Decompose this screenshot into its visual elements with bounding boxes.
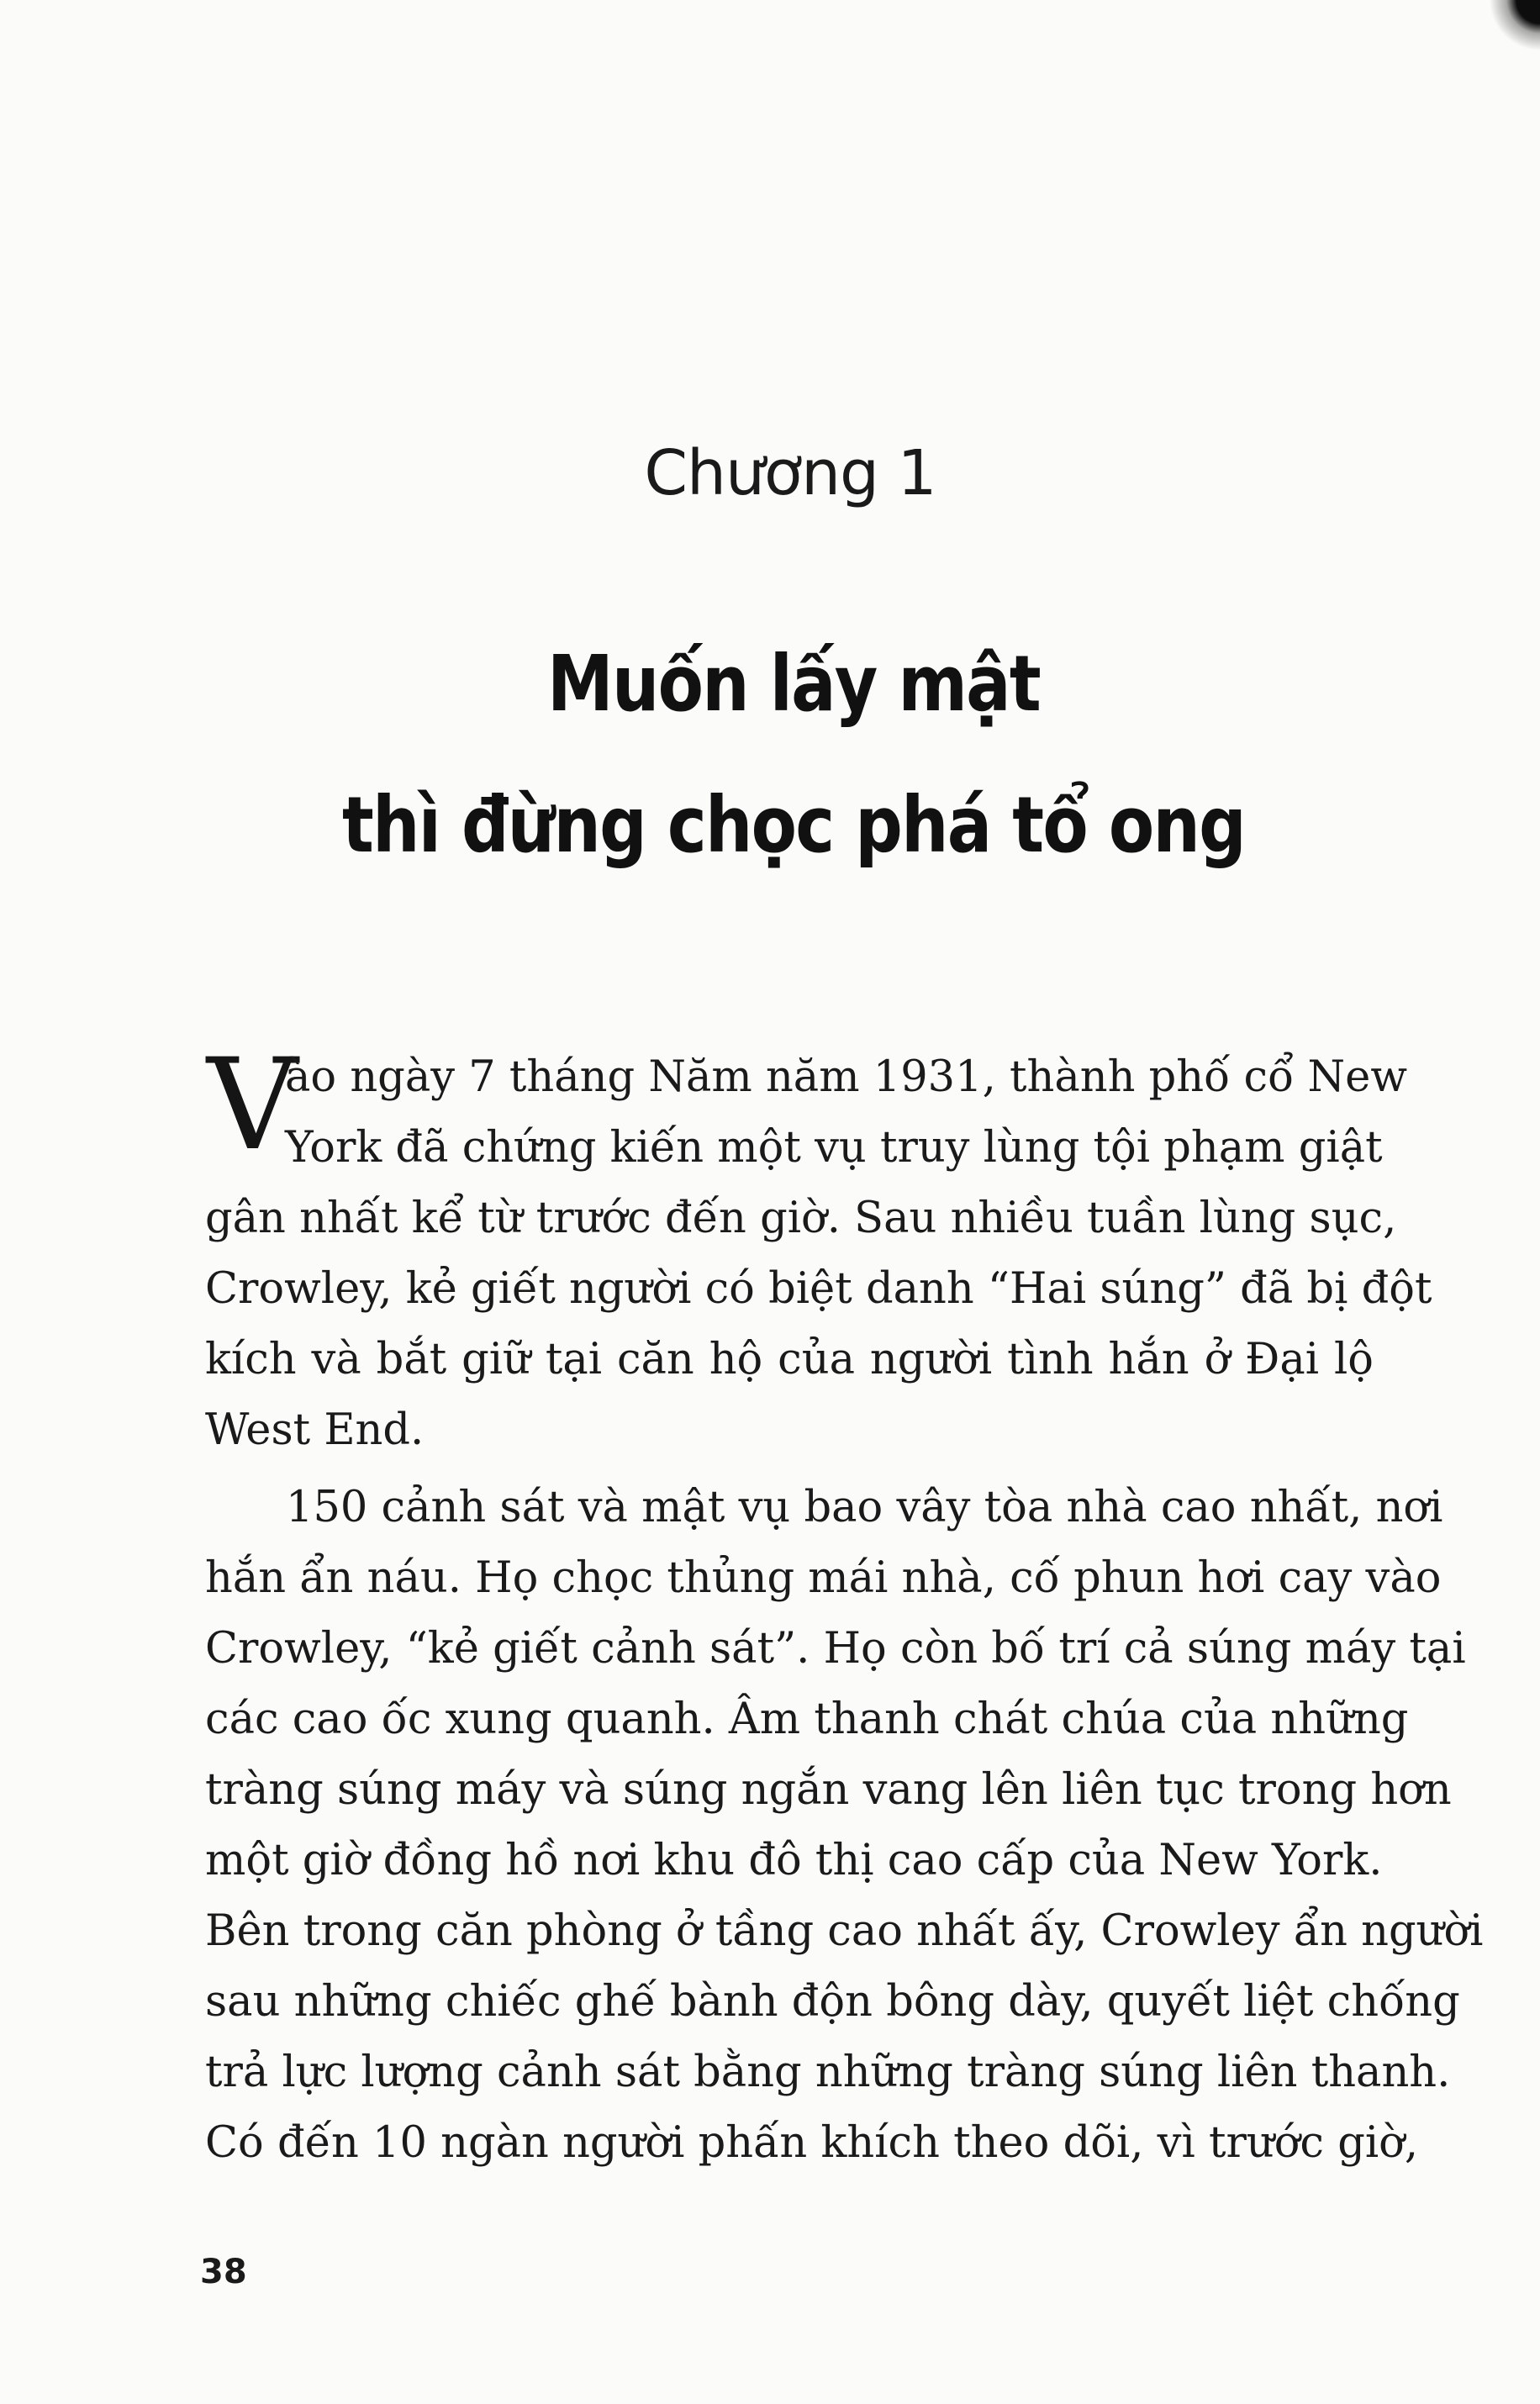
text-line: Crowley, “kẻ giết cảnh sát”. Họ còn bố trí cả súng máy tại <box>205 1624 1466 1674</box>
paragraph-2 <box>205 1473 1484 2179</box>
body-text <box>205 1032 1484 2179</box>
chapter-title <box>111 614 1476 896</box>
text-line: West End. <box>205 1405 425 1455</box>
text-line: York đã chứng kiến một vụ truy lùng tội phạm giật <box>285 1123 1383 1173</box>
chapter-title-line: thì đừng chọc phá tổ ong <box>342 780 1245 870</box>
drop-cap: V <box>207 1032 298 1178</box>
text-line: ào ngày 7 tháng Năm năm 1931, thành phố cổ New <box>285 1052 1407 1102</box>
text-line: tràng súng máy và súng ngắn vang lên liên tục trong hơn <box>205 1765 1452 1815</box>
text-line: trả lực lượng cảnh sát bằng những tràng súng liên thanh. <box>205 2048 1451 2097</box>
text-line: 150 cảnh sát và mật vụ bao vây tòa nhà cao nhất, nơi <box>286 1483 1443 1532</box>
page-corner-shadow <box>1490 0 1540 59</box>
text-line: một giờ đồng hồ nơi khu đô thị cao cấp của New York. <box>205 1836 1383 1885</box>
chapter-title-line: Muốn lấy mật <box>547 639 1040 729</box>
text-line: các cao ốc xung quanh. Âm thanh chát chúa của những <box>205 1695 1409 1744</box>
text-line: Crowley, kẻ giết người có biệt danh “Hai súng” đã bị đột <box>205 1264 1432 1314</box>
chapter-label: Chương 1 <box>644 437 936 509</box>
page-number: 38 <box>200 2253 247 2291</box>
text-line: kích và bắt giữ tại căn hộ của người tình hắn ở Đại lộ <box>205 1335 1374 1384</box>
text-line: hắn ẩn náu. Họ chọc thủng mái nhà, cố phun hơi cay vào <box>205 1553 1442 1603</box>
text-line: gân nhất kể từ trước đến giờ. Sau nhiều tuần lùng sục, <box>205 1194 1397 1243</box>
text-line: Có đến 10 ngàn người phấn khích theo dõi, vì trước giờ, <box>205 2118 1419 2168</box>
paragraph-1 <box>205 1032 1432 1466</box>
text-line: sau những chiếc ghế bành độn bông dày, quyết liệt chống <box>205 1977 1460 2027</box>
text-line: Bên trong căn phòng ở tầng cao nhất ấy, Crowley ẩn người <box>205 1906 1484 1956</box>
